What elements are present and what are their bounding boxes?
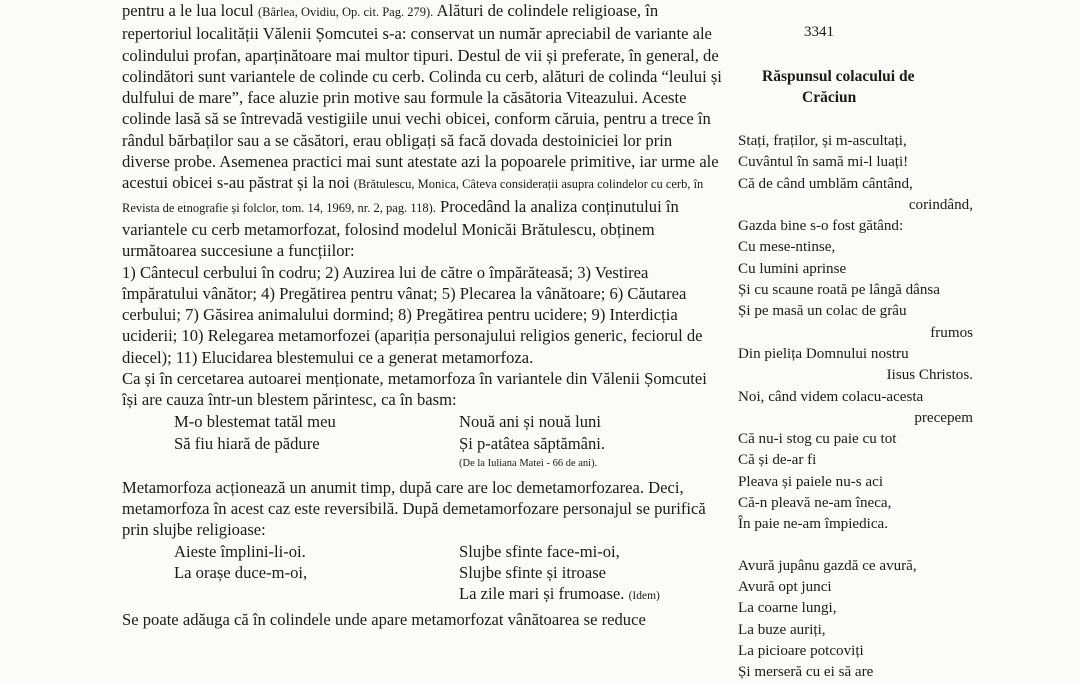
verse: M-o blestemat tatăl meu [174, 411, 336, 431]
verse: La orașe duce-m-oi, [174, 562, 308, 582]
page-number: 3341 [804, 24, 834, 40]
poem-title-line: Răspunsul colacului de [762, 68, 915, 85]
verse-line: Gazda bine s-o fost gătând: [738, 218, 904, 235]
verse: Și p-atâtea săptămâni. [459, 433, 606, 453]
citation: (Bârlea, Ovidiu, Op. cit. Pag. 279). [257, 5, 434, 19]
verse: Slujbe sfinte face-mi-oi, [459, 541, 620, 561]
verse-line: Și merseră cu ei să are [738, 664, 874, 681]
verse-line: La buze auriți, [738, 621, 826, 638]
paragraph-4: Se poate adăuga că în colindele unde apare metamorfozat vânătoarea se reduce [122, 609, 646, 629]
verse-line: Avură jupânu gazdă ce avură, [738, 557, 917, 574]
verse-line: Stați, fraților, și m-ascultați, [738, 133, 907, 149]
citation: (Brătulescu, Monica, Câteva considerații asupra colindelor cu cerb, în Revista de etnografie și folclor, tom. 14, 1969, nr. 2, pag. 118). [122, 177, 704, 215]
text: Alături de colindele religioase, în repertoriul localității Vălenii Șomcutei s-a: conservat un număr apreciabil de variante ale colindului profan, aparținătoare mai multor tipuri. Destul de vii și preferate, în general, de colindători sunt variantele de colinde cu cerb. Colinda cu cerb, alături de colinda “leului și dulfului de mare”, face aluzie prin motive sau formule la căsătoria Viteazului. Aceste colinde lasă să se întrevadă vestigiile unui vechi obicei, conform căruia, pentru a trece în rândul bărbaților sau a se căsători, erau obligați să facă dovada destoiniciei lor prin diverse probe. Asemenea practici mai sunt atestate azi la popoarele primitive, iar urme ale acestui obicei s-au păstrat și la noi [122, 1, 722, 193]
text: pentru a le lua locul [122, 1, 258, 20]
poem-title-line: Crăciun [802, 89, 857, 106]
verse-line: Pleava și paiele nu-s aci [738, 473, 884, 490]
paragraph-3: Metamorfoza acționează un anumit timp, după care are loc demetamorfozarea. Deci, metamorfoza în acest caz este reversibilă. După demetamorfozare personajul se purifică prin slujbe religioase: [122, 477, 706, 540]
verse-line: Avură opt junci [738, 578, 832, 595]
verse-line: Că-n pleavă ne-am îneca, [738, 495, 892, 512]
poem-title [762, 66, 972, 108]
verse-line: Iisus Christos. [886, 367, 973, 384]
poem-source: (De la Iuliana Matei - 66 de ani). [459, 457, 598, 469]
verse: Să fiu hiară de pădure [174, 433, 320, 453]
verse-line: Din pielița Domnului nostru [738, 345, 909, 362]
verse-line: La picioare potcoviți [738, 642, 864, 659]
paragraph-1 [122, 0, 722, 262]
verse-line: Că și de-ar fi [738, 452, 817, 469]
verse-line: precepem [914, 409, 973, 426]
verse-line: Și cu scaune roată pe lângă dânsa [738, 282, 941, 299]
verse-line: Că de când umblăm cântând, [738, 175, 913, 192]
poem-verses [738, 131, 983, 683]
verse-line: În paie ne-am împiedica. [738, 516, 889, 533]
verse-line: Că nu-i stog cu paie cu tot [738, 431, 897, 448]
verse-line: La coarne lungi, [738, 600, 837, 617]
verse: Nouă ani și nouă luni [459, 411, 601, 431]
paragraph-2: Ca și în cercetarea autoarei menționate, metamorfoza în variantele din Vălenii Șomcutei își are cauza într-un blestem părintesc, ca în basm: [122, 369, 707, 410]
poem-excerpt-1 [174, 411, 722, 473]
poem-source: (Idem) [628, 589, 660, 602]
verse-line: Noi, când videm colacu-acesta [738, 388, 924, 405]
verse-line: Cu mese-ntinse, [738, 239, 836, 256]
verse: Slujbe sfinte și itroase [459, 562, 607, 582]
verse-line: corindând, [908, 196, 973, 213]
text: Procedând la analiza conținutului în variantele cu cerb metamorfozat, folosind modelul Monicăi Brătulescu, obținem următoarea succesiune a funcțiilor: [122, 196, 679, 261]
stanza-gap [738, 536, 983, 556]
verse-line: frumos [930, 324, 973, 341]
functions-list: 1) Cântecul cerbului în codru; 2) Auzirea lui de către o împărăteasă; 3) Vestirea împăratului vânător; 4) Pregătirea pentru vânat; 5) Plecarea la vânătoare; 6) Căutarea cerbului; 7) Găsirea animalului dormind; 8) Pregătirea pentru ucidere; 9) Interdicția uciderii; 10) Relegarea metamorfozei (apariția personajului religios generic, feciorul de diecel); 11) Elucidarea blestemului ce a generat metamorfoza. [122, 262, 703, 367]
verse-line: Și pe masă un colac de grâu [738, 303, 907, 320]
main-column [122, 0, 722, 630]
poem-excerpt-2 [174, 541, 722, 607]
verse: Aieste împlini-li-oi. [174, 541, 306, 561]
verse: La zile mari și frumoase. (Idem) [459, 583, 660, 603]
verse-line: Cu lumini aprinse [738, 260, 847, 277]
verse-line: Cuvântul în samă mi-l luați! [738, 154, 909, 171]
